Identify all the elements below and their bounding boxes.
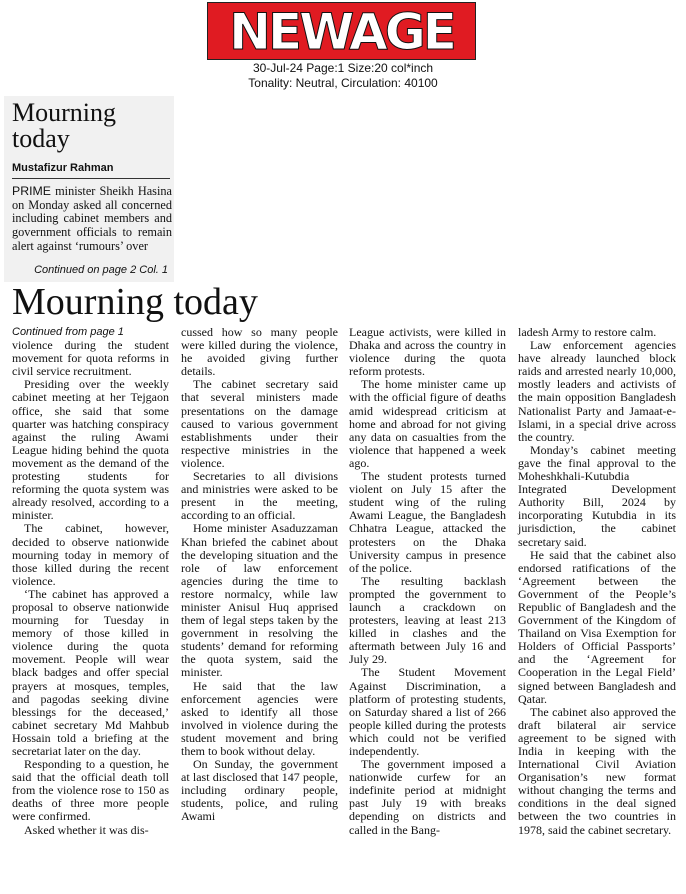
paragraph: On Sunday, the government at last disclosed that 147 people, including ordinary people, students, police, and ruling Awami	[181, 757, 338, 824]
paragraph: Secretaries to all divisions and ministries were asked to be present in the meeting, according to an official.	[181, 469, 338, 523]
teaser-text: minister Sheikh Hasina on Monday asked all concerned including cabinet members and government officials to remain alert against ‘rumours’ over	[12, 184, 172, 253]
article-headline: Mourning today	[12, 281, 258, 323]
paragraph: Home minister Asaduzzaman Khan briefed the cabinet about the developing situation and the role of law enforcement agencies during the time to restore normalcy, while law minister Anisul Huq apprised them of legal steps taken by the government in resolving the students’ demand for reforming the quota system, said the minister.	[181, 521, 338, 680]
clipping-info: 30-Jul-24 Page:1 Size:20 col*inch	[252, 61, 434, 75]
paragraph: The government imposed a nationwide curfew for an indefinite period at midnight past July 19 with breaks depending on districts and called in the Bang-	[349, 757, 506, 837]
paragraph: ‘The cabinet has approved a proposal to observe nationwide mourning for Tuesday in memory of those killed in violence during the quota movement. People will wear black badges and offer special prayers at mosques, temples, and pagodas seeking divine blessings for the deceased,’ cabinet secretary Md Mahbub Hossain told a briefing at the secretariat later on the day.	[12, 586, 169, 758]
article-column-3	[349, 326, 506, 837]
paragraph: The resulting backlash prompted the government to launch a crackdown on protesters, leaving at least 213 killed in clashes and the aftermath between July 16 and July 29.	[349, 573, 506, 667]
paragraph: The Student Movement Against Discrimination, a platform of protesting students, on Saturday shared a list of 266 people killed during the protests which could not be verified independently.	[349, 665, 506, 758]
article-column-1	[12, 326, 169, 837]
paragraph: Asked whether it was dis-	[24, 822, 149, 837]
teaser-title-line1: Mourning	[12, 98, 116, 127]
paragraph: ladesh Army to restore calm.	[518, 325, 657, 339]
paragraph: The cabinet secretary said that several ministers made presentations on the damage caused to various government establishments under their respective ministries in the violence.	[181, 377, 338, 470]
newspaper-logo	[207, 2, 476, 60]
continued-note: Continued on page 2 Col. 1	[34, 264, 168, 276]
paragraph: Monday’s cabinet meeting gave the final approval to the Moheshkhali-Kutubdia Integrated Development Authority Bill, 2024 by incorporating Kutubdia in its jurisdiction, the cabinet secretary said.	[518, 442, 676, 549]
paragraph: League activists, were killed in Dhaka and across the country in violence during the quota reform protests.	[349, 325, 506, 379]
byline: Mustafizur Rahman	[12, 162, 114, 174]
article-column-4	[518, 326, 676, 837]
continued-from-note: Continued from page 1	[12, 326, 124, 338]
teaser-title	[12, 100, 172, 152]
teaser-lead-word: PRIME	[12, 184, 51, 198]
article-column-2	[181, 326, 338, 824]
teaser-title-line2: today	[12, 124, 70, 153]
teaser-body	[12, 185, 172, 254]
paragraph: cussed how so many people were killed during the violence, he avoided giving further details.	[181, 325, 338, 379]
paragraph: Law enforcement agencies have already launched block raids and arrested nearly 10,000, mostly leaders and activists of the main opposition Bangladesh Nationalist Party and Jamaat-e-Islami, in a special drive across the country.	[518, 338, 676, 444]
paragraph: He said that the law enforcement agencies were asked to identify all those involved in violence during the student movement and bring them to book without delay.	[181, 678, 338, 758]
paragraph: The cabinet also approved the draft bilateral air service agreement to be signed with India in keeping with the International Civil Aviation Organisation’s new format without changing the terms and conditions in the deal signed between the two countries in 1978, said the cabinet secretary.	[518, 704, 676, 837]
paragraph: The cabinet, however, decided to observe nationwide mourning today in memory of those killed during the recent violence.	[12, 521, 169, 588]
paragraph: violence during the student movement for quota reforms in civil service recruitment.	[12, 338, 169, 379]
tonality-circulation: Tonality: Neutral, Circulation: 40100	[248, 76, 438, 90]
paragraph: The student protests turned violent on July 15 after the student wing of the ruling Awami League, the Bangladesh Chhatra League, attacked the protesters on the Dhaka University campus in presence of the police.	[349, 469, 506, 575]
byline-divider	[12, 178, 170, 179]
paragraph: He said that the cabinet also endorsed ratifications of the ‘Agreement between the Government of the People’s Republic of Bangladesh and the Government of the Kingdom of Thailand on Visa Exemption for Holders of Official Passports’ and the ‘Agreement for Cooperation in the Legal Field’ signed between Bangladesh and Qatar.	[518, 547, 676, 706]
paragraph: The home minister came up with the official figure of deaths amid widespread criticism at home and abroad for not giving any data on casualties from the violence that happened a week ago.	[349, 377, 506, 470]
paragraph: Responding to a question, he said that the official death toll from the violence rose to 150 as deaths of three more people were confirmed.	[12, 757, 169, 824]
logo-text: NEWAGE	[229, 3, 454, 61]
paragraph: Presiding over the weekly cabinet meeting at her Tejgaon office, she said that some quarter was hatching conspiracy against the ruling Awami League hiding behind the quota movement as the demand of the protesting students for reforming the quota system was already resolved, according to a minister.	[12, 377, 169, 523]
